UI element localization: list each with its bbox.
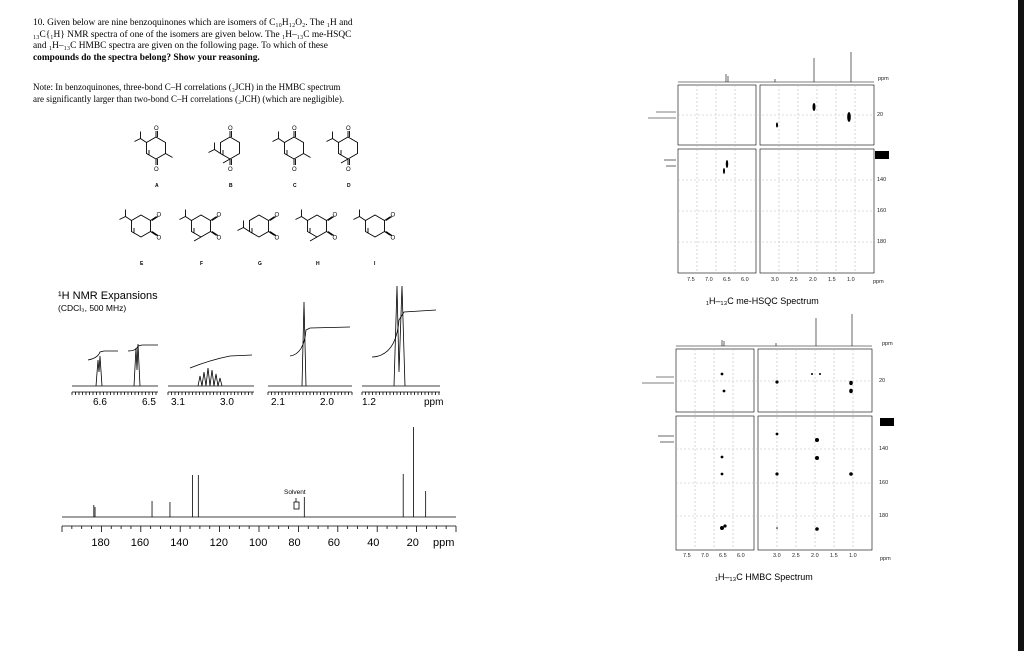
- solvent-label: Solvent: [284, 489, 306, 496]
- h-nmr-title: ¹H NMR Expansions: [58, 290, 158, 302]
- hmbc-box-top-left: [676, 349, 754, 412]
- hsqc-x-label-9: 1.0: [847, 277, 855, 283]
- hmbc-peak-8: [776, 433, 779, 436]
- c-nmr-axis-label-9: 20: [406, 537, 419, 549]
- hmbc-peak-7: [849, 389, 853, 393]
- note-line-2: are significantly larger than two-bond C–H correlations (₂JCH) (which are negligible).: [33, 93, 345, 104]
- hmbc-peak-9: [815, 438, 819, 442]
- compound-label-i: I: [374, 261, 376, 267]
- hsqc-x-label-7: 2.0: [809, 277, 817, 283]
- h-nmr-axis-label-1: 6.6: [93, 397, 107, 408]
- hmbc-peak-16: [723, 524, 726, 527]
- compound-label-h: H: [316, 261, 320, 267]
- hmbc-peak-12: [721, 473, 724, 476]
- hsqc-y-label-2: 140: [877, 177, 887, 183]
- compound-label-c: C: [293, 183, 297, 189]
- h-nmr-axis-label-4: 3.0: [220, 397, 234, 408]
- hsqc-x-label-5: 3.0: [771, 277, 779, 283]
- compound-label-b: B: [229, 183, 233, 189]
- h-nmr-axis-label-7: 1.2: [362, 397, 376, 408]
- hmbc-x-label-1: 7.5: [683, 553, 691, 559]
- hmbc-peak-11: [815, 456, 819, 460]
- oxygen-label: O: [154, 126, 159, 132]
- hmbc-x-label-7: 2.0: [811, 553, 819, 559]
- hmbc-peak-1: [721, 373, 724, 376]
- hmbc-peak-6: [849, 381, 853, 385]
- h-nmr-axis-label-3: 3.1: [171, 397, 185, 408]
- hmbc-x-label-3: 6.5: [719, 553, 727, 559]
- oxygen-label: O: [292, 167, 297, 173]
- hsqc-x-label-2: 7.0: [705, 277, 713, 283]
- c-nmr-axis-label-7: 60: [327, 537, 341, 549]
- c-nmr-axis-label-2: 160: [130, 537, 150, 549]
- hmbc-marker-block: [880, 418, 894, 426]
- oxygen-label: O: [274, 212, 280, 219]
- compound-label-e: E: [140, 261, 144, 267]
- hsqc-y-label-3: 160: [877, 208, 887, 214]
- hsqc-x-label-4: 6.0: [741, 277, 749, 283]
- hsqc-x-label-1: 7.5: [687, 277, 695, 283]
- h-nmr-axis-label-6: 2.0: [320, 397, 334, 408]
- c-nmr-axis-label-4: 120: [209, 537, 228, 549]
- hmbc-box-bottom-left: [676, 416, 754, 550]
- compound-label-d: D: [347, 183, 351, 189]
- c-nmr-axis-label-5: 100: [249, 537, 268, 549]
- hmbc-x-label-2: 7.0: [701, 553, 709, 559]
- hsqc-x-label-8: 1.5: [828, 277, 836, 283]
- oxygen-label: O: [346, 126, 351, 132]
- hmbc-y-unit-top: ppm: [882, 341, 893, 347]
- hmbc-peak-17: [776, 527, 778, 529]
- oxygen-label: O: [346, 167, 351, 173]
- hmbc-peak-5: [819, 373, 821, 375]
- compound-label-f: F: [200, 261, 204, 267]
- hsqc-y-unit-top: ppm: [878, 76, 889, 82]
- oxygen-label: O: [292, 126, 297, 132]
- hmbc-peak-10: [721, 456, 724, 459]
- hmbc-peak-15: [720, 526, 724, 530]
- c-nmr-axis-label-1: 180: [91, 537, 110, 549]
- h-nmr-axis-label-5: 2.1: [271, 397, 285, 408]
- oxygen-label: O: [156, 212, 162, 219]
- oxygen-label: O: [156, 235, 162, 242]
- oxygen-label: O: [216, 212, 222, 219]
- oxygen-label: O: [390, 212, 396, 219]
- oxygen-label: O: [274, 235, 280, 242]
- oxygen-label: O: [228, 126, 233, 132]
- oxygen-label: O: [332, 235, 338, 242]
- question-line-3: and ₁H–₁₃C HMBC spectra are given on the following page. To which of these: [33, 41, 328, 52]
- h-nmr-axis-label-2: 6.5: [142, 397, 156, 408]
- c-nmr-axis-label-6: 80: [288, 537, 301, 549]
- question-line-2: ₁₃C{₁H} NMR spectra of one of the isomers are given below. The ₁H–₁₃C me-HSQC: [33, 29, 352, 40]
- oxygen-label: O: [390, 235, 396, 242]
- compound-label-a: A: [155, 183, 159, 189]
- oxygen-label: O: [154, 167, 159, 173]
- note-line-1: Note: In benzoquinones, three-bond C–H correlations (₃JCH) in the HMBC spectrum: [33, 82, 341, 92]
- oxygen-label: O: [216, 235, 222, 242]
- hmbc-x-label-4: 6.0: [737, 553, 745, 559]
- hmbc-peak-13: [775, 472, 778, 475]
- hsqc-y-label-1: 20: [877, 112, 884, 118]
- hmbc-y-label-1: 20: [879, 378, 886, 384]
- hmbc-y-label-3: 160: [879, 480, 889, 486]
- question-line-4: compounds do the spectra belong? Show your reasoning.: [33, 52, 260, 63]
- hmbc-y-label-2: 140: [879, 446, 889, 452]
- c-nmr-axis-label-8: 40: [367, 537, 380, 549]
- hmbc-x-unit: ppm: [880, 556, 891, 562]
- c-nmr-axis-unit: ppm: [433, 537, 455, 549]
- compound-label-g: G: [258, 261, 262, 267]
- hmbc-x-label-9: 1.0: [849, 553, 857, 559]
- oxygen-label: O: [332, 212, 338, 219]
- hmbc-peak-2: [723, 390, 726, 393]
- hmbc-title: ₁H–₁₃C HMBC Spectrum: [715, 572, 813, 582]
- hsqc-x-label-6: 2.5: [790, 277, 798, 283]
- hmbc-x-label-8: 1.5: [830, 553, 838, 559]
- hmbc-x-label-6: 2.5: [792, 553, 800, 559]
- hsqc-x-unit: ppm: [873, 279, 884, 285]
- hmbc-peak-3: [775, 380, 778, 383]
- c-nmr-axis-label-3: 140: [170, 537, 189, 549]
- hsqc-title: ₁H–₁₃C me-HSQC Spectrum: [706, 296, 819, 306]
- h-nmr-axis-unit: ppm: [424, 397, 444, 408]
- hmbc-x-label-5: 3.0: [773, 553, 781, 559]
- hmbc-peak-18: [815, 527, 819, 531]
- oxygen-label: O: [228, 167, 233, 173]
- hmbc-peak-4: [811, 373, 813, 375]
- page-edge: [1018, 0, 1024, 651]
- hsqc-y-label-4: 180: [877, 239, 887, 245]
- hmbc-peak-14: [849, 472, 853, 476]
- hsqc-x-label-3: 6.5: [723, 277, 731, 283]
- h-nmr-subtitle: (CDCl₃, 500 MHz): [58, 303, 127, 313]
- question-line-1: 10. Given below are nine benzoquinones which are isomers of C₁₀H₁₂O₂. The ₁H and: [33, 18, 353, 28]
- hmbc-y-label-4: 180: [879, 513, 889, 519]
